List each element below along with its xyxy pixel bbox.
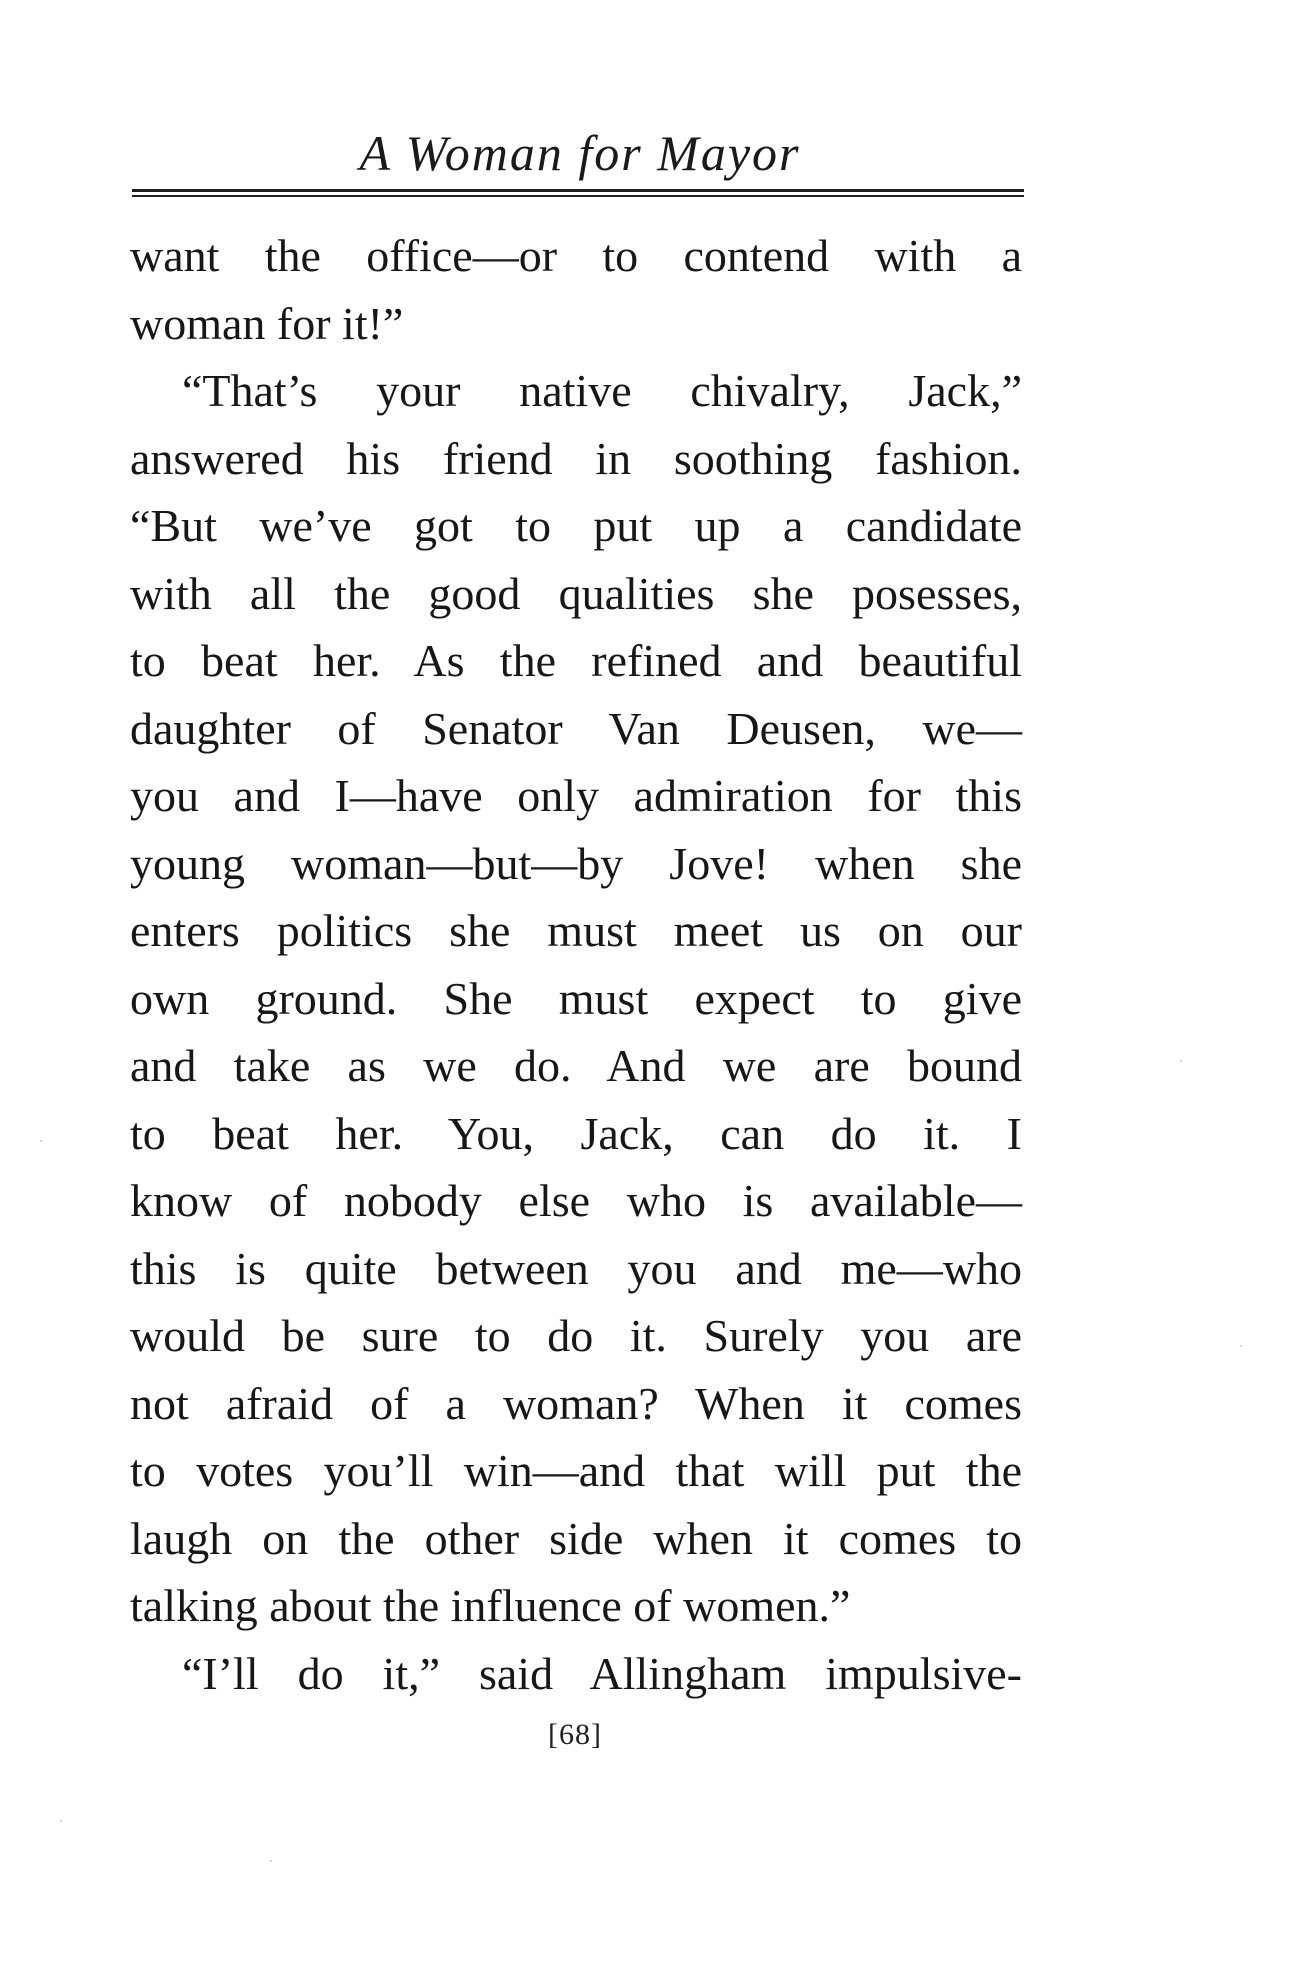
text-line: “But we’ve got to put up a candidate	[130, 500, 1022, 551]
text-line: to beat her. As the refined and beautiful	[130, 635, 1022, 686]
text-line: daughter of Senator Van Deusen, we—	[130, 702, 1022, 754]
text-line: “That’s your native chivalry, Jack,”	[182, 365, 1022, 416]
text-line: know of nobody else who is available—	[130, 1175, 1022, 1226]
text-line: you and I—have only admiration for this	[130, 770, 1022, 821]
text-line: laugh on the other side when it comes to	[130, 1512, 1022, 1564]
text-line: own ground. She must expect to give	[130, 972, 1022, 1024]
paper-speck	[40, 1140, 42, 1142]
text-line: young woman—but—by Jove! when she	[130, 837, 1022, 889]
text-line: talking about the influence of women.”	[130, 1580, 851, 1631]
text-line: this is quite between you and me—who	[130, 1242, 1022, 1294]
text-line: to votes you’ll win—and that will put the	[130, 1445, 1022, 1496]
text-line: not afraid of a woman? When it comes	[130, 1377, 1022, 1429]
text-line: enters politics she must meet us on our	[130, 905, 1022, 956]
paper-speck	[60, 1820, 62, 1822]
text-line: answered his friend in soothing fashion.	[130, 432, 1022, 484]
text-line: woman for it!”	[130, 297, 404, 349]
text-line: and take as we do. And we are bound	[130, 1040, 1022, 1091]
paper-speck	[270, 1860, 272, 1862]
text-line: “I’ll do it,” said Allingham impulsive-	[182, 1647, 1022, 1699]
header-rule-bottom	[132, 195, 1024, 197]
text-line: want the office—or to contend with a	[130, 230, 1022, 281]
text-line: to beat her. You, Jack, can do it. I	[130, 1107, 1022, 1159]
text-line: would be sure to do it. Surely you are	[130, 1310, 1022, 1361]
paper-speck	[1240, 1345, 1242, 1347]
running-title: A Woman for Mayor	[359, 125, 801, 181]
header-rule-top	[132, 189, 1024, 192]
page-number: [68]	[548, 1718, 602, 1751]
body-text	[130, 222, 1022, 1707]
paper-speck	[1180, 1060, 1182, 1062]
text-line: with all the good qualities she posesses,	[130, 567, 1022, 619]
